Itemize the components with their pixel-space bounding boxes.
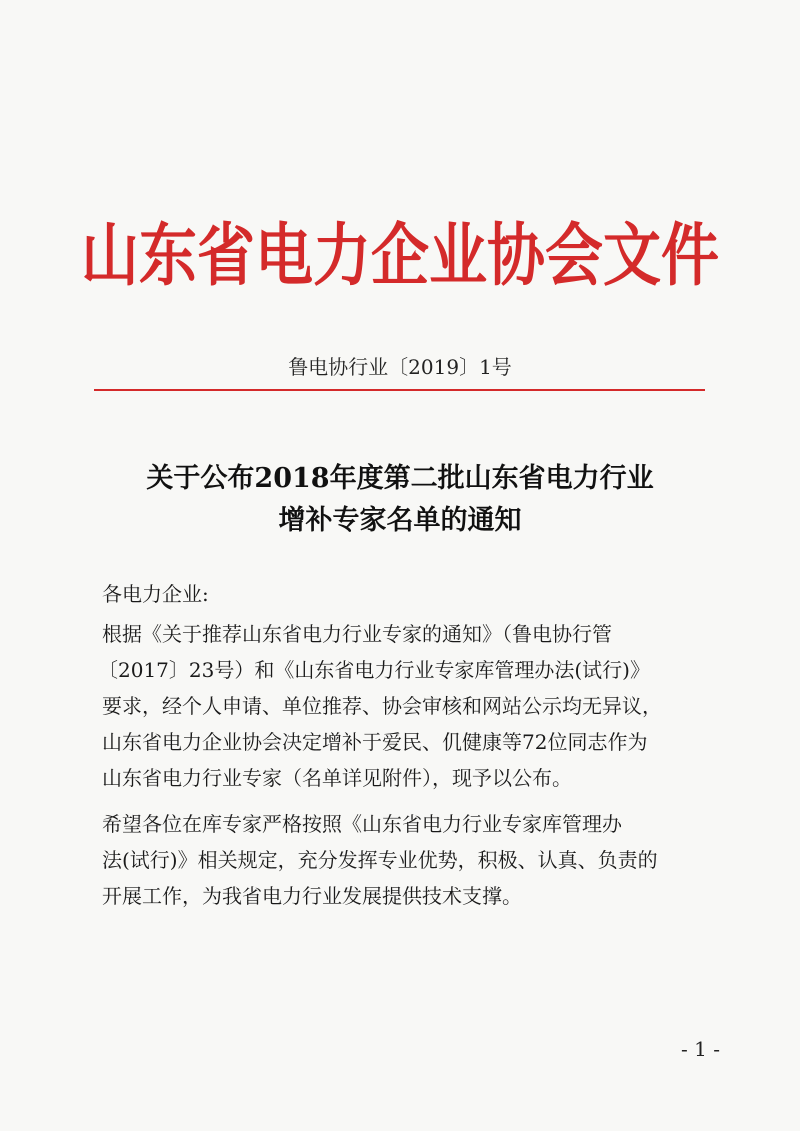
red-divider-line bbox=[94, 389, 705, 391]
body-line-6: 希望各位在库专家严格按照《山东省电力行业专家库管理办 bbox=[102, 812, 622, 836]
notice-title-line-2: 增补专家名单的通知 bbox=[278, 505, 522, 536]
issuer-header-title: 山东省电力企业协会文件 bbox=[80, 215, 719, 296]
page-number: - 1 - bbox=[681, 1037, 720, 1061]
body-line-1: 根据《关于推荐山东省电力行业专家的通知》（鲁电协行管 bbox=[102, 622, 612, 646]
body-line-5: 山东省电力行业专家（名单详见附件），现予以公布。 bbox=[102, 766, 572, 790]
salutation: 各电力企业: bbox=[102, 582, 209, 606]
body-line-2: 〔2017〕23号）和《山东省电力行业专家库管理办法(试行)》 bbox=[98, 658, 650, 682]
notice-title-line-1: 关于公布2018年度第二批山东省电力行业 bbox=[146, 463, 654, 494]
body-line-4: 山东省电力企业协会决定增补于爱民、仉健康等72位同志作为 bbox=[102, 730, 648, 754]
body-line-8: 开展工作，为我省电力行业发展提供技术支撑。 bbox=[102, 884, 522, 908]
body-line-3: 要求，经个人申请、单位推荐、协会审核和网站公示均无异议， bbox=[102, 694, 662, 718]
body-line-7: 法(试行)》相关规定，充分发挥专业优势，积极、认真、负责的 bbox=[102, 848, 658, 872]
document-number: 鲁电协行业〔2019〕1号 bbox=[288, 355, 512, 379]
